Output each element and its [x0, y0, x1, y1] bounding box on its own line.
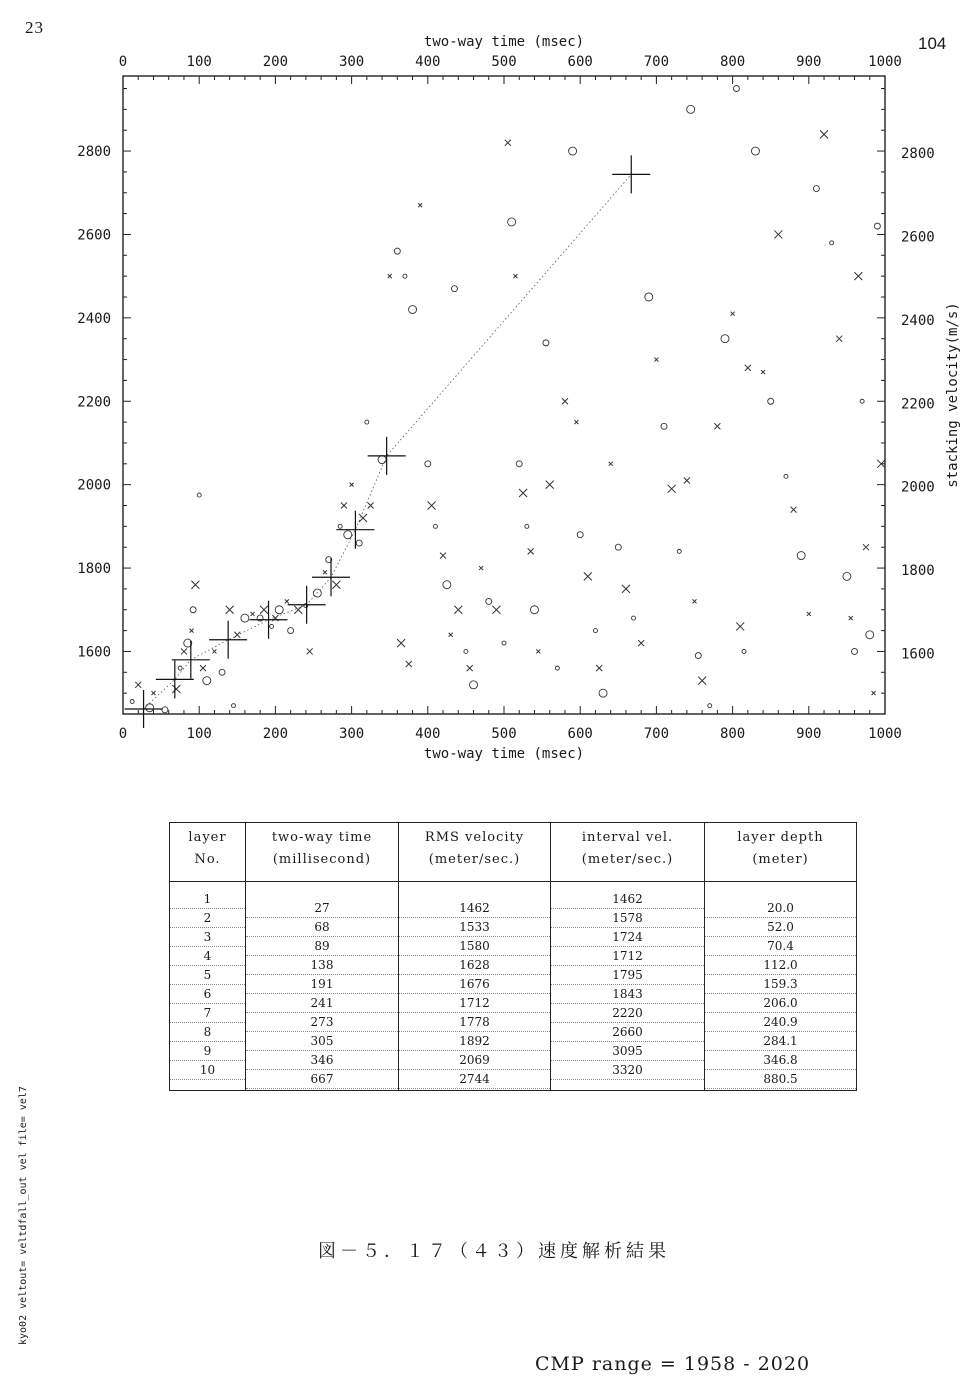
semblance-cross — [528, 548, 534, 554]
semblance-circle — [874, 223, 880, 229]
x-tick-label: 600 — [567, 726, 593, 742]
semblance-circle — [197, 493, 201, 497]
semblance-cross — [226, 606, 234, 614]
semblance-cross — [449, 633, 453, 637]
semblance-circle — [813, 186, 819, 192]
x-tick-label: 600 — [567, 54, 593, 70]
semblance-cross — [505, 140, 511, 146]
semblance-circle — [784, 474, 788, 478]
semblance-cross — [492, 606, 500, 614]
cell-layer-depth: 240.9 — [705, 1013, 856, 1032]
y-tick-label: 1800 — [77, 561, 111, 578]
semblance-circle — [178, 666, 182, 670]
header-layer-depth — [705, 823, 857, 882]
x-tick-label: 300 — [338, 726, 365, 742]
semblance-circle — [555, 666, 559, 670]
semblance-cross — [397, 639, 405, 647]
cell-interval-vel: 3095 — [551, 1042, 704, 1061]
semblance-cross — [200, 665, 206, 671]
semblance-cross — [454, 606, 462, 614]
y-axis-label: stacking velocity(m/s) — [945, 302, 961, 488]
cell-interval-vel: 2660 — [551, 1023, 704, 1042]
cell-rms-velocity: 1580 — [399, 937, 550, 956]
semblance-cross — [350, 483, 354, 487]
x-tick-label: 400 — [415, 54, 441, 70]
semblance-cross — [388, 274, 392, 278]
semblance-circle — [687, 105, 695, 113]
semblance-cross — [359, 514, 367, 522]
semblance-circle — [721, 335, 729, 343]
semblance-circle — [768, 398, 774, 404]
semblance-cross — [736, 622, 744, 630]
cell-layer-depth: 284.1 — [705, 1032, 856, 1051]
cell-interval-vel: 1795 — [551, 966, 704, 985]
semblance-circle — [632, 616, 636, 620]
semblance-circle — [403, 274, 407, 278]
header-two-way-time — [246, 823, 399, 882]
x-tick-label: 0 — [118, 54, 128, 70]
semblance-circle — [502, 641, 506, 645]
semblance-cross — [668, 485, 676, 493]
cell-layer-depth: 159.3 — [705, 975, 856, 994]
header-rms-velocity — [399, 823, 551, 882]
semblance-cross — [693, 599, 697, 603]
cell-rms-velocity: 2744 — [399, 1070, 550, 1089]
semblance-cross — [332, 581, 340, 589]
semblance-circle — [866, 631, 874, 639]
semblance-cross — [135, 682, 141, 688]
cell-layer-no: 4 — [170, 947, 245, 966]
semblance-cross — [872, 691, 876, 695]
semblance-cross — [536, 649, 540, 653]
semblance-circle — [852, 648, 858, 654]
col-rms-velocity — [399, 882, 551, 1091]
header-layer-no — [170, 823, 246, 882]
velocity-pick-cross — [336, 511, 374, 549]
semblance-circle — [231, 704, 235, 708]
semblance-circle — [543, 340, 549, 346]
semblance-cross — [479, 566, 483, 570]
x-tick-label: 100 — [186, 54, 212, 70]
semblance-cross — [440, 553, 446, 559]
semblance-cross — [428, 502, 436, 510]
velocity-pick-cross — [288, 586, 326, 624]
col-layer-no — [170, 882, 246, 1091]
semblance-cross — [731, 312, 735, 316]
semblance-cross — [791, 507, 797, 513]
table-body-row — [170, 882, 857, 1091]
semblance-cross — [761, 370, 765, 374]
semblance-circle — [344, 531, 352, 539]
cell-interval-vel: 1462 — [551, 890, 704, 909]
y-tick-label: 1800 — [901, 563, 935, 580]
x-tick-label: 800 — [719, 54, 746, 70]
cell-layer-depth: 346.8 — [705, 1051, 856, 1070]
cell-rms-velocity: 1712 — [399, 994, 550, 1013]
x-tick-label: 1000 — [868, 726, 902, 742]
semblance-circle — [569, 147, 577, 155]
semblance-cross — [323, 570, 327, 574]
semblance-circle — [695, 653, 701, 659]
cell-two-way-time: 273 — [246, 1013, 398, 1032]
cell-layer-no: 10 — [170, 1061, 245, 1080]
semblance-cross — [863, 544, 869, 550]
cell-two-way-time: 27 — [246, 899, 398, 918]
x-axis-label-top: two-way time (msec) — [423, 34, 585, 50]
x-tick-label: 200 — [262, 54, 289, 70]
semblance-cross — [596, 665, 602, 671]
velocity-pick-cross — [368, 437, 406, 475]
cell-interval-vel: 1712 — [551, 947, 704, 966]
cell-layer-depth: 112.0 — [705, 956, 856, 975]
semblance-circle — [356, 540, 362, 546]
cell-layer-depth: 880.5 — [705, 1070, 856, 1089]
semblance-cross — [294, 606, 302, 614]
cell-layer-depth: 52.0 — [705, 918, 856, 937]
cell-interval-vel: 1843 — [551, 985, 704, 1004]
y-tick-label: 2800 — [77, 144, 111, 161]
cell-rms-velocity: 1462 — [399, 899, 550, 918]
x-tick-label: 800 — [719, 726, 746, 742]
cell-layer-no: 9 — [170, 1042, 245, 1061]
velocity-pick-cross — [156, 660, 194, 698]
semblance-cross — [191, 581, 199, 589]
semblance-circle — [516, 461, 522, 467]
cell-layer-depth: 70.4 — [705, 937, 856, 956]
semblance-points — [130, 86, 885, 713]
x-axis-bottom — [119, 706, 902, 742]
semblance-cross — [513, 274, 517, 278]
table-header-row — [170, 823, 857, 882]
semblance-circle — [615, 544, 621, 550]
cell-interval-vel: 1578 — [551, 909, 704, 928]
semblance-circle — [275, 606, 283, 614]
semblance-circle — [443, 581, 451, 589]
x-axis-label-bottom: two-way time (msec) — [423, 746, 585, 762]
semblance-cross — [172, 685, 180, 693]
y-tick-label: 2000 — [77, 477, 111, 494]
y-tick-label: 2000 — [901, 479, 935, 496]
x-tick-label: 500 — [491, 54, 517, 70]
cell-two-way-time: 68 — [246, 918, 398, 937]
semblance-circle — [525, 524, 529, 528]
semblance-circle — [593, 629, 597, 633]
cell-layer-no: 2 — [170, 909, 245, 928]
header-line: layer depth — [737, 830, 824, 845]
semblance-cross — [406, 661, 412, 667]
page-number-right: 104 — [918, 34, 947, 53]
semblance-circle — [219, 669, 225, 675]
header-line: (meter/sec.) — [428, 852, 521, 867]
col-layer-depth — [705, 882, 857, 1091]
y-tick-label: 2200 — [77, 394, 111, 411]
plot-frame — [123, 76, 885, 714]
x-tick-label: 300 — [338, 54, 365, 70]
y-tick-label: 2600 — [901, 229, 935, 246]
semblance-cross — [849, 616, 853, 620]
cell-two-way-time: 346 — [246, 1051, 398, 1070]
cell-layer-depth: 206.0 — [705, 994, 856, 1013]
semblance-circle — [378, 456, 386, 464]
x-tick-label: 100 — [186, 726, 212, 742]
semblance-cross — [285, 599, 289, 603]
semblance-circle — [365, 420, 369, 424]
x-tick-label: 400 — [415, 726, 441, 742]
semblance-circle — [843, 572, 851, 580]
semblance-circle — [486, 598, 492, 604]
cell-two-way-time: 138 — [246, 956, 398, 975]
cell-rms-velocity: 1533 — [399, 918, 550, 937]
header-interval-vel — [551, 823, 705, 882]
velocity-table — [169, 822, 857, 1091]
cell-two-way-time: 305 — [246, 1032, 398, 1051]
semblance-cross — [574, 420, 578, 424]
semblance-circle — [338, 524, 342, 528]
velocity-pick-cross — [125, 690, 163, 728]
cell-rms-velocity: 1892 — [399, 1032, 550, 1051]
semblance-circle — [830, 241, 834, 245]
x-tick-label: 900 — [796, 726, 822, 742]
cell-layer-depth: 20.0 — [705, 899, 856, 918]
x-tick-label: 500 — [491, 726, 517, 742]
header-line: two-way time — [271, 830, 373, 845]
x-axis-top — [119, 54, 902, 84]
header-line: interval vel. — [581, 830, 674, 845]
semblance-circle — [162, 707, 168, 713]
semblance-circle — [425, 461, 431, 467]
cell-layer-no: 8 — [170, 1023, 245, 1042]
cell-layer-no: 5 — [170, 966, 245, 985]
y-tick-label: 2200 — [901, 396, 935, 413]
cell-interval-vel: 2220 — [551, 1004, 704, 1023]
semblance-circle — [742, 649, 746, 653]
semblance-circle — [530, 606, 538, 614]
semblance-circle — [733, 86, 739, 92]
x-tick-label: 900 — [796, 54, 822, 70]
header-line: (meter/sec.) — [581, 852, 674, 867]
semblance-cross — [654, 358, 658, 362]
semblance-circle — [797, 552, 805, 560]
semblance-circle — [860, 399, 864, 403]
semblance-circle — [241, 614, 249, 622]
semblance-circle — [464, 649, 468, 653]
x-tick-label: 700 — [643, 54, 670, 70]
semblance-cross — [745, 365, 751, 371]
cell-layer-no: 1 — [170, 890, 245, 909]
y-tick-label: 1600 — [901, 646, 935, 663]
semblance-cross — [251, 612, 255, 616]
semblance-cross — [151, 691, 155, 695]
semblance-cross — [212, 649, 216, 653]
semblance-cross — [467, 665, 473, 671]
y-tick-label: 2400 — [901, 312, 935, 329]
y-tick-label: 1600 — [77, 644, 111, 661]
semblance-cross — [234, 632, 240, 638]
semblance-circle — [599, 689, 607, 697]
cell-layer-no: 3 — [170, 928, 245, 947]
velocity-pick-cross — [209, 621, 247, 659]
cell-two-way-time: 191 — [246, 975, 398, 994]
col-interval-vel — [551, 882, 705, 1091]
header-line: (meter) — [752, 852, 809, 867]
semblance-cross — [638, 640, 644, 646]
semblance-cross — [622, 585, 630, 593]
semblance-circle — [288, 628, 294, 634]
y-tick-label: 2400 — [77, 310, 111, 327]
semblance-circle — [751, 147, 759, 155]
header-line: RMS velocity — [424, 830, 525, 845]
semblance-cross — [714, 423, 720, 429]
cell-rms-velocity: 1778 — [399, 1013, 550, 1032]
semblance-circle — [190, 607, 196, 613]
semblance-circle — [577, 532, 583, 538]
cell-interval-vel: 1724 — [551, 928, 704, 947]
semblance-circle — [394, 248, 400, 254]
figure-caption: 図－５．１７（４３）速度解析結果 — [318, 1241, 670, 1262]
cell-rms-velocity: 2069 — [399, 1051, 550, 1070]
semblance-circle — [203, 677, 211, 685]
cell-rms-velocity: 1628 — [399, 956, 550, 975]
y-tick-label: 2800 — [901, 146, 935, 163]
semblance-cross — [181, 648, 187, 654]
semblance-cross — [307, 648, 313, 654]
semblance-cross — [190, 629, 194, 633]
semblance-cross — [260, 606, 268, 614]
cell-two-way-time: 241 — [246, 994, 398, 1013]
semblance-cross — [684, 477, 690, 483]
semblance-cross — [609, 462, 613, 466]
semblance-cross — [519, 489, 527, 497]
velocity-pick-cross — [172, 641, 210, 679]
cell-interval-vel: 3320 — [551, 1061, 704, 1080]
x-tick-label: 0 — [118, 726, 128, 742]
semblance-cross — [562, 398, 568, 404]
cmp-range: CMP range = 1958 - 2020 — [535, 1353, 811, 1375]
semblance-cross — [368, 503, 374, 509]
cell-rms-velocity: 1676 — [399, 975, 550, 994]
semblance-circle — [270, 624, 274, 628]
semblance-cross — [584, 572, 592, 580]
semblance-circle — [470, 681, 478, 689]
velocity-pick-cross — [612, 155, 650, 193]
header-line: No. — [194, 852, 221, 867]
header-line: layer — [188, 830, 227, 845]
semblance-circle — [677, 549, 681, 553]
semblance-cross — [774, 230, 782, 238]
velocity-picks — [125, 155, 651, 728]
semblance-circle — [433, 524, 437, 528]
page-number-left: 23 — [25, 18, 44, 37]
semblance-cross — [418, 203, 422, 207]
side-file-label: kyo02 veltout= veltdfall_out vel file= vel7 — [18, 1086, 29, 1345]
cell-two-way-time: 89 — [246, 937, 398, 956]
semblance-cross — [836, 336, 842, 342]
y-tick-label: 2600 — [77, 227, 111, 244]
semblance-cross — [341, 503, 347, 509]
semblance-circle — [708, 704, 712, 708]
header-line: (millisecond) — [272, 852, 372, 867]
semblance-circle — [451, 286, 457, 292]
semblance-circle — [645, 293, 653, 301]
semblance-cross — [546, 481, 554, 489]
semblance-cross — [807, 612, 811, 616]
velocity-pick-cross — [312, 558, 350, 596]
semblance-cross — [698, 677, 706, 685]
semblance-circle — [146, 704, 154, 712]
x-tick-label: 200 — [262, 726, 289, 742]
semblance-circle — [409, 306, 417, 314]
cell-layer-no: 7 — [170, 1004, 245, 1023]
col-two-way-time — [246, 882, 399, 1091]
cell-layer-no: 6 — [170, 985, 245, 1004]
semblance-circle — [508, 218, 516, 226]
x-tick-label: 1000 — [868, 54, 902, 70]
velocity-trend-line — [144, 174, 632, 709]
semblance-cross — [854, 272, 862, 280]
semblance-cross — [820, 130, 828, 138]
semblance-circle — [130, 699, 134, 703]
x-tick-label: 700 — [643, 726, 670, 742]
semblance-circle — [661, 423, 667, 429]
cell-two-way-time: 667 — [246, 1070, 398, 1089]
